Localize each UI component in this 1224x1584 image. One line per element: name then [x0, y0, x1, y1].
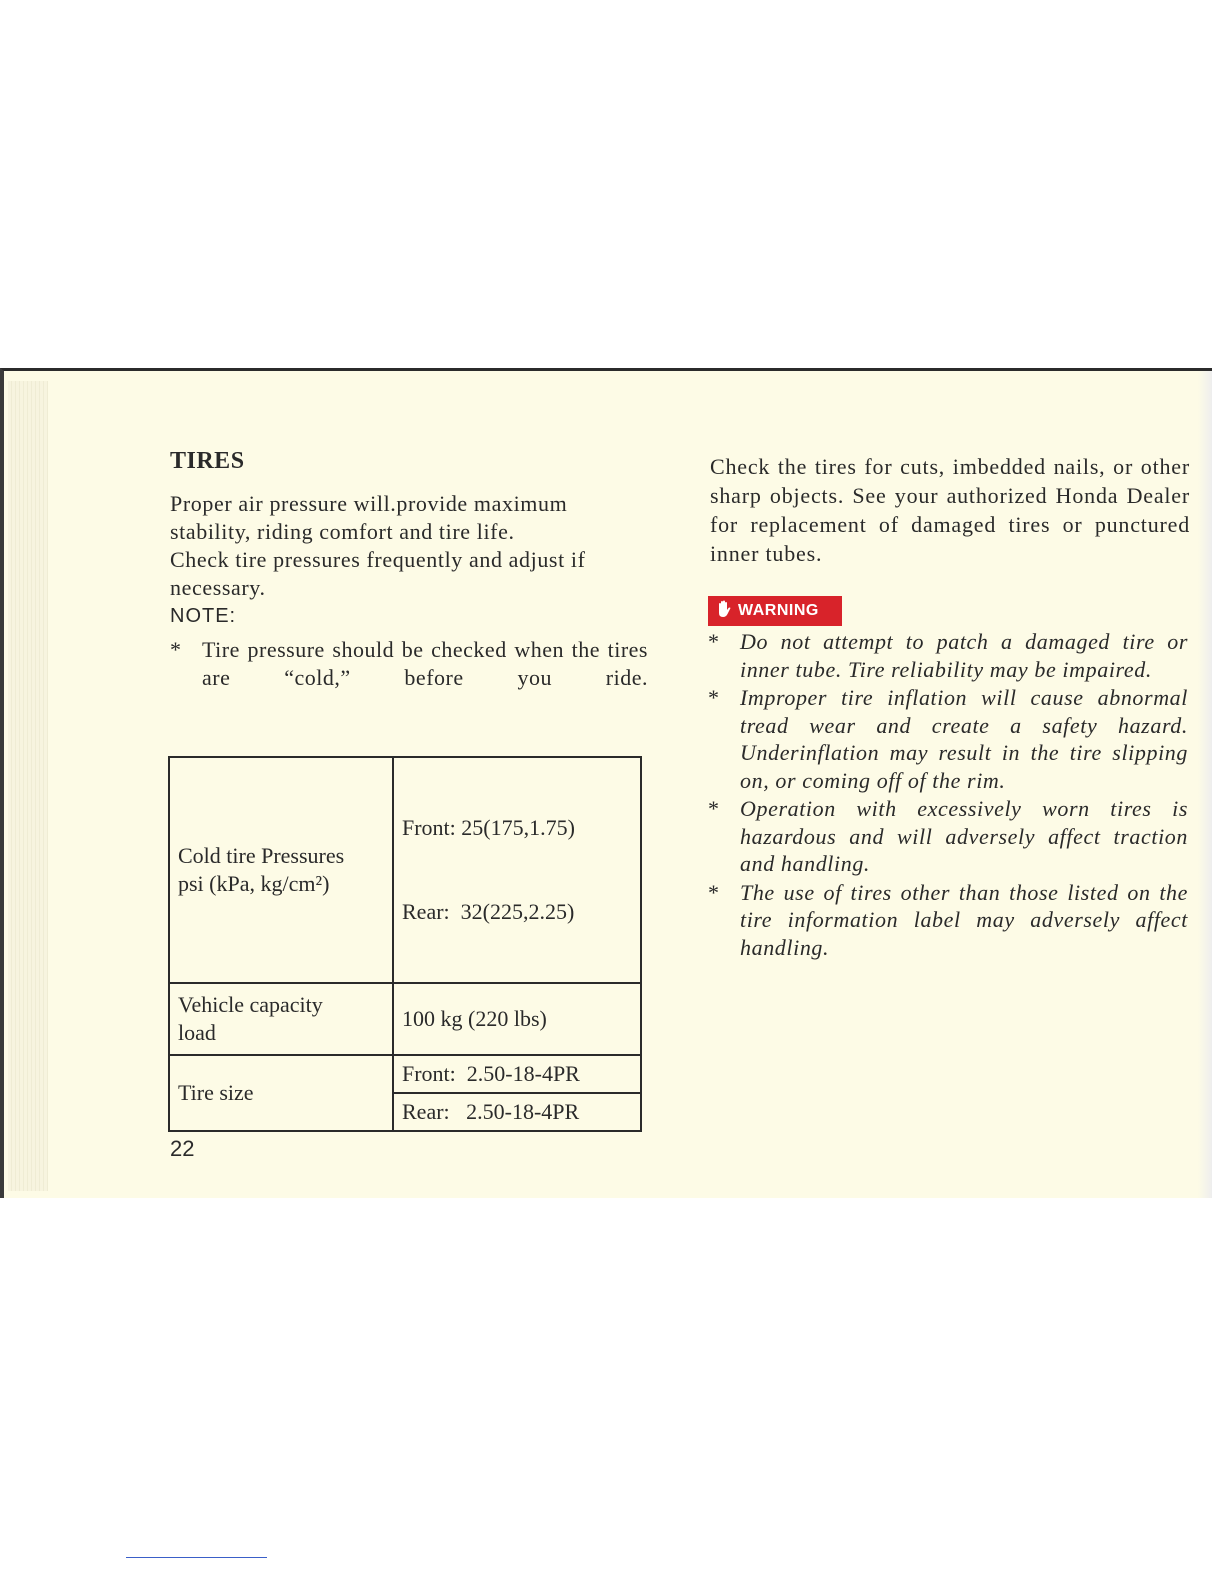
label-line: Vehicle capacity	[178, 992, 323, 1017]
page-number: 22	[170, 1136, 195, 1161]
spec-value: Rear: 2.50-18-4PR	[393, 1093, 641, 1131]
bullet-star: *	[708, 685, 720, 710]
tire-spec-table	[168, 756, 642, 1132]
note-label: NOTE:	[170, 605, 237, 627]
spec-value	[393, 757, 641, 983]
warning-list	[708, 628, 1188, 962]
spec-value	[393, 983, 641, 1055]
warning-text: Operation with excessively worn tires is hazardous and will adversely affect traction and handling.	[740, 796, 1188, 876]
inspection-paragraph: Check the tires for cuts, imbedded nails, or other sharp objects. See your authorized Honda Dealer for replacement of damaged tires or punctured inner tubes.	[710, 454, 1190, 566]
table-row	[169, 757, 641, 983]
warning-item	[708, 879, 1188, 962]
warning-text: Improper tire inflation will cause abnormal tread wear and create a safety hazard. Underinflation may result in the tire slipping on, or coming off of the rim.	[740, 685, 1188, 793]
warning-header	[708, 596, 842, 626]
spec-label	[169, 757, 393, 983]
bullet-star: *	[708, 629, 720, 654]
warning-item	[708, 684, 1188, 794]
label-line: psi (kPa, kg/cm²)	[178, 871, 330, 896]
section-title: TIRES	[170, 448, 245, 474]
hand-stop-icon	[716, 600, 732, 623]
note-item	[170, 636, 648, 692]
table-row	[169, 983, 641, 1055]
bullet-star: *	[708, 796, 720, 821]
note-text: Tire pressure should be checked when the tires are “cold,” before you ride.	[202, 637, 648, 690]
value-line: Front: 25(175,1.75)	[402, 815, 575, 840]
warning-item	[708, 795, 1188, 878]
bullet-star: *	[170, 637, 182, 662]
spec-label	[169, 983, 393, 1055]
intro-line: Check tire pressures frequently and adjust if necessary.	[170, 547, 586, 600]
label-line: Cold tire Pressures	[178, 843, 345, 868]
warning-text: Do not attempt to patch a damaged tire or inner tube. Tire reliability may be impaired.	[740, 629, 1188, 682]
value-line: Rear: 32(225,2.25)	[402, 899, 575, 924]
warning-label: WARNING	[738, 602, 819, 619]
intro-line: Proper air pressure will.provide maximum stability, riding comfort and tire life.	[170, 491, 568, 544]
divider-line	[126, 1557, 267, 1558]
spec-value: Front: 2.50-18-4PR	[393, 1055, 641, 1093]
bullet-star: *	[708, 879, 720, 905]
intro-paragraph	[170, 490, 648, 602]
book-page-edges	[8, 381, 48, 1191]
value-line: 100 kg (220 lbs)	[402, 1006, 547, 1031]
warning-text: The use of tires other than those listed on the tire information label may adversely affect handling.	[740, 879, 1188, 960]
right-edge-shadow	[1198, 371, 1212, 1198]
label-line: load	[178, 1020, 216, 1045]
table-row	[169, 1055, 641, 1093]
spec-label: Tire size	[169, 1055, 393, 1131]
warning-item	[708, 628, 1188, 683]
